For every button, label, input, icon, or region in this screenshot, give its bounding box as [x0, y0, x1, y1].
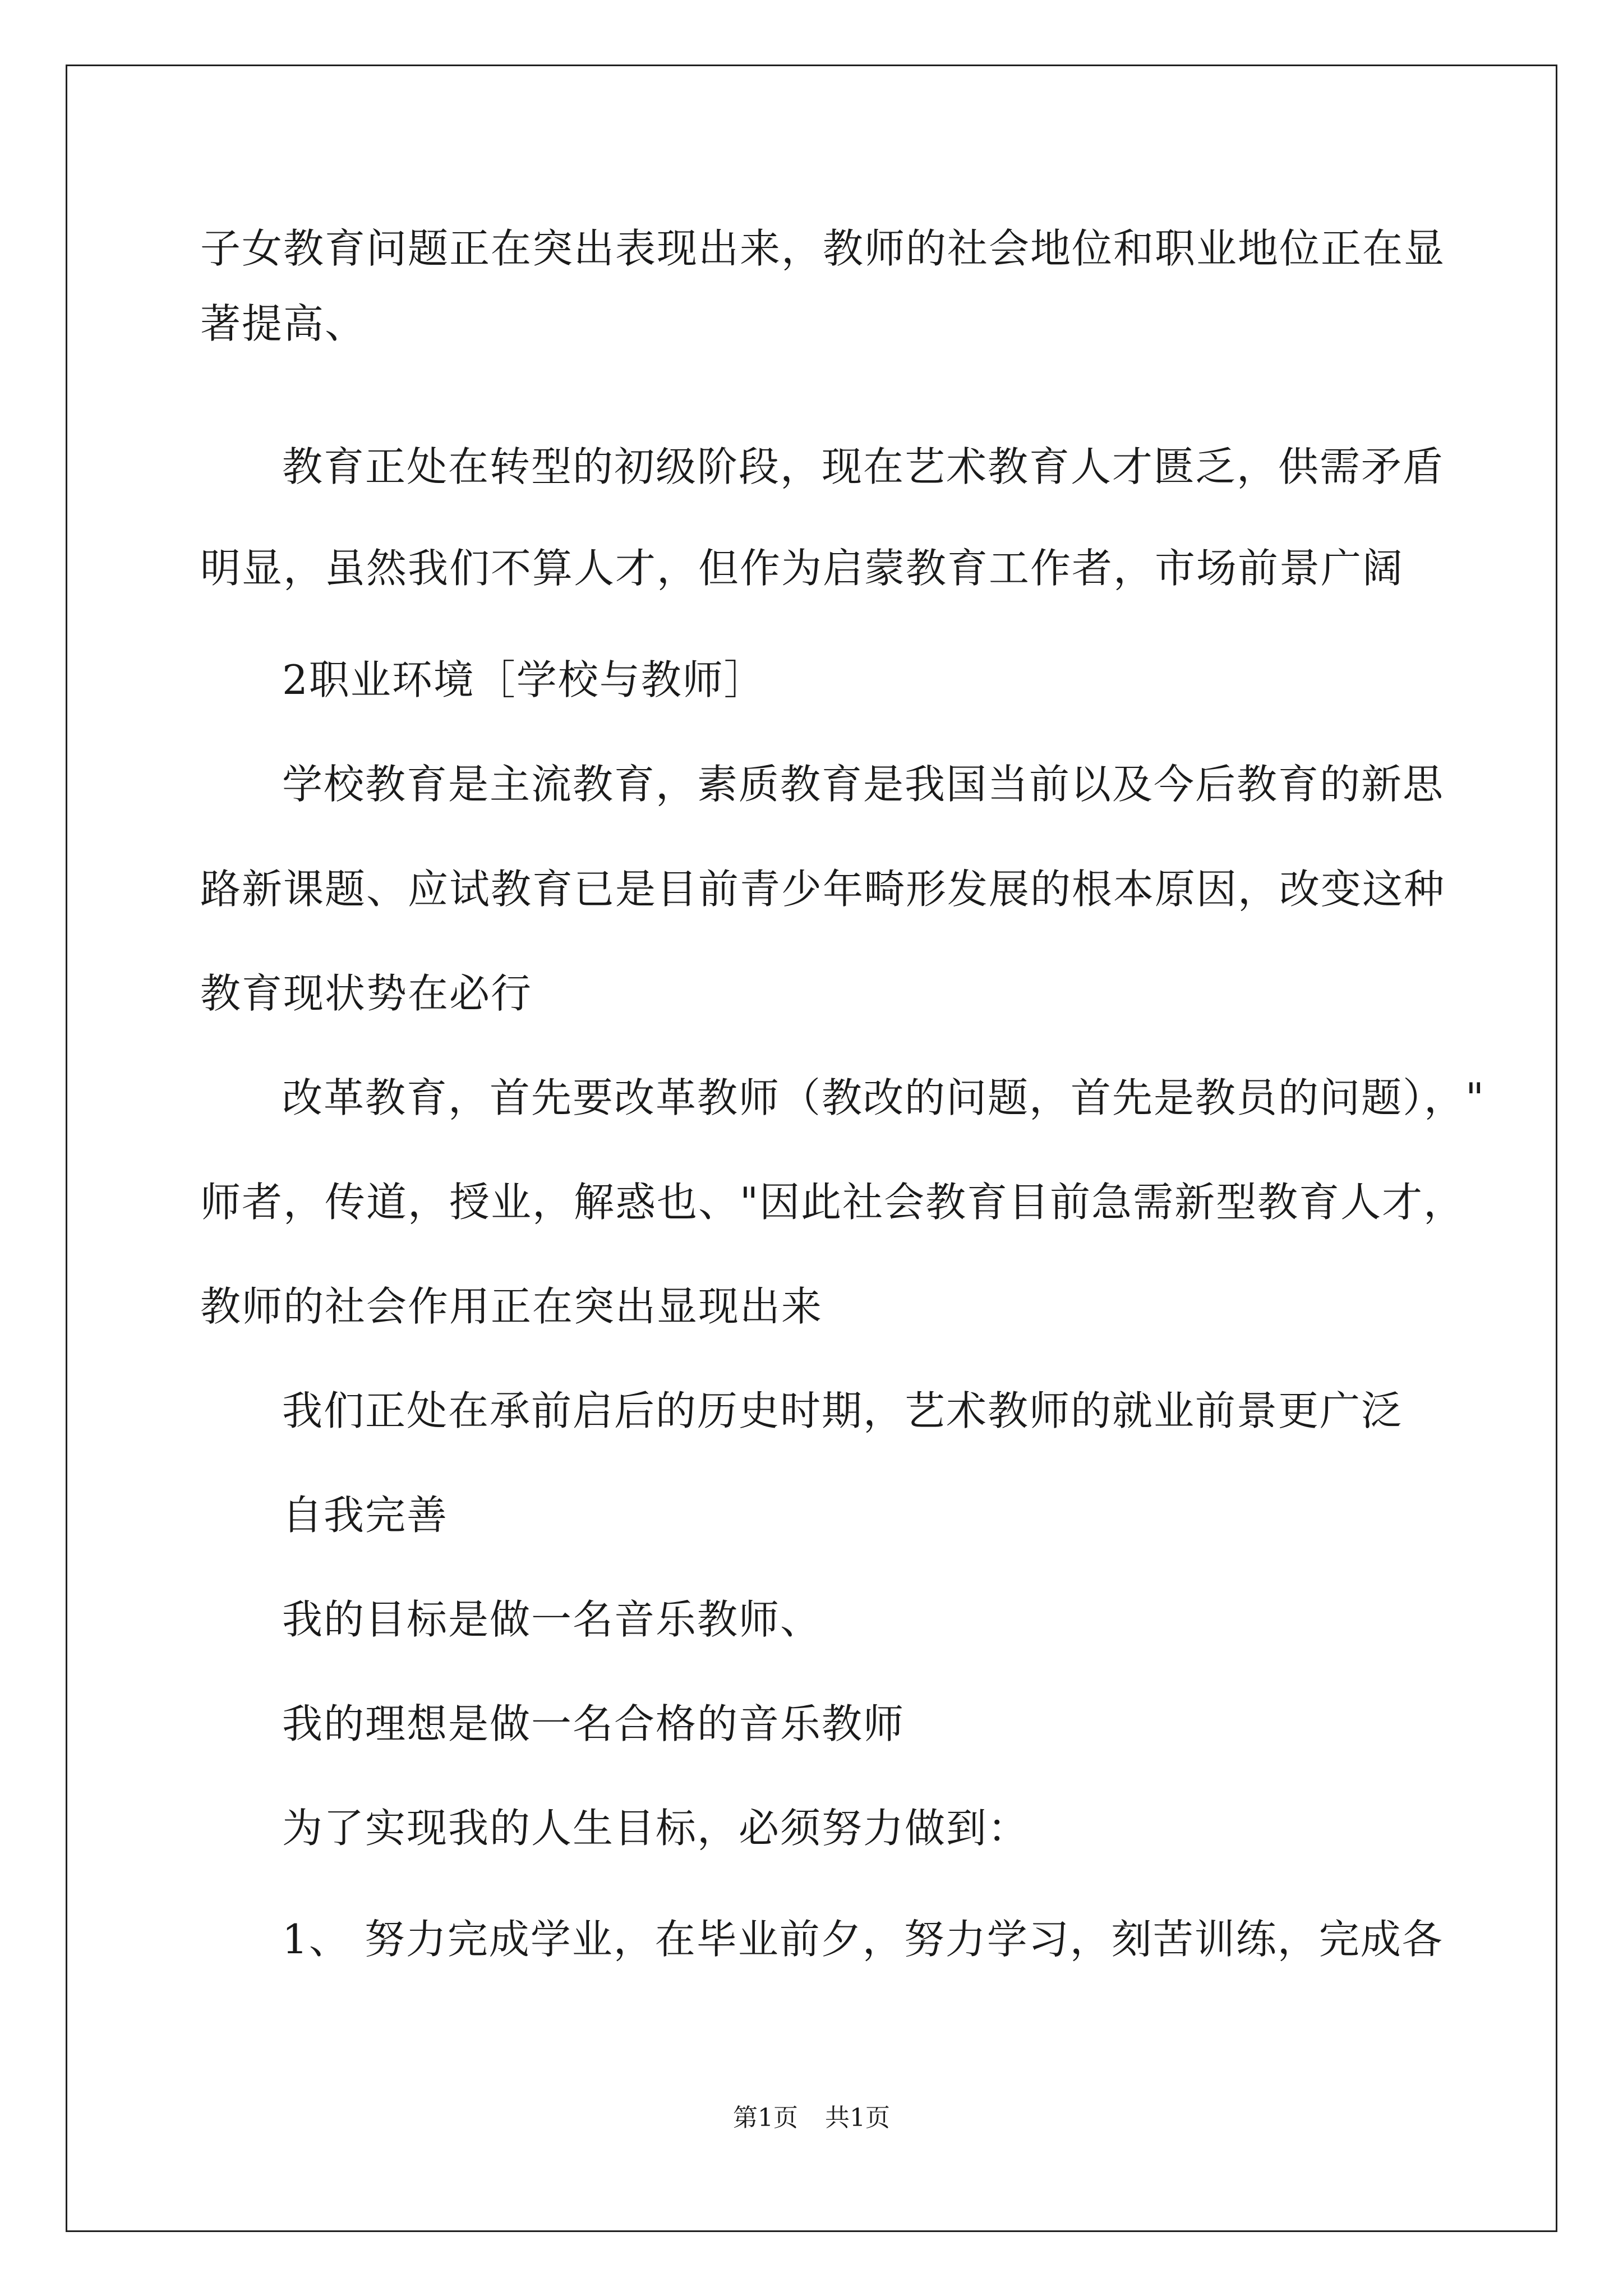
text-line-11: 教师的社会作用正在突出显现出来 — [200, 1283, 823, 1330]
text-line-14: 我的目标是做一名音乐教师、 — [282, 1596, 822, 1643]
text-line-8: 教育现状势在必行 — [200, 970, 533, 1017]
list-item-1: 1、 努力完成学业，在毕业前夕，努力学习，刻苦训练，完成各 — [282, 1916, 1444, 1963]
page-border — [66, 65, 1557, 2232]
text-line-16: 为了实现我的人生目标，必须努力做到： — [282, 1805, 1030, 1852]
text-line-15: 我的理想是做一名合格的音乐教师 — [282, 1700, 905, 1747]
text-line-9: 改革教育，首先要改革教师（教改的问题，首先是教员的问题），" — [282, 1074, 1486, 1121]
text-line-4: 明显，虽然我们不算人才，但作为启蒙教育工作者，市场前景广阔 — [200, 545, 1404, 592]
text-line-3: 教育正处在转型的初级阶段，现在艺术教育人才匮乏，供需矛盾 — [282, 443, 1445, 490]
page-footer — [0, 2102, 1623, 2134]
section-heading: 2职业环境［学校与教师］ — [282, 656, 766, 703]
text-line-1: 子女教育问题正在突出表现出来，教师的社会地位和职业地位正在显 — [200, 225, 1446, 272]
text-line-10: 师者，传道，授业，解惑也、"因此社会教育目前急需新型教育人才， — [200, 1179, 1465, 1226]
text-line-2: 著提高、 — [200, 300, 367, 347]
text-line-12: 我们正处在承前启后的历史时期，艺术教师的就业前景更广泛 — [282, 1387, 1403, 1434]
text-line-6: 学校教育是主流教育，素质教育是我国当前以及今后教育的新思 — [282, 761, 1445, 808]
text-line-7: 路新课题、应试教育已是目前青少年畸形发展的根本原因，改变这种 — [200, 866, 1446, 913]
total-pages: 共1页 — [825, 2104, 890, 2132]
page-number: 第1页 — [733, 2104, 798, 2132]
subheading-self-improvement: 自我完善 — [282, 1492, 449, 1539]
